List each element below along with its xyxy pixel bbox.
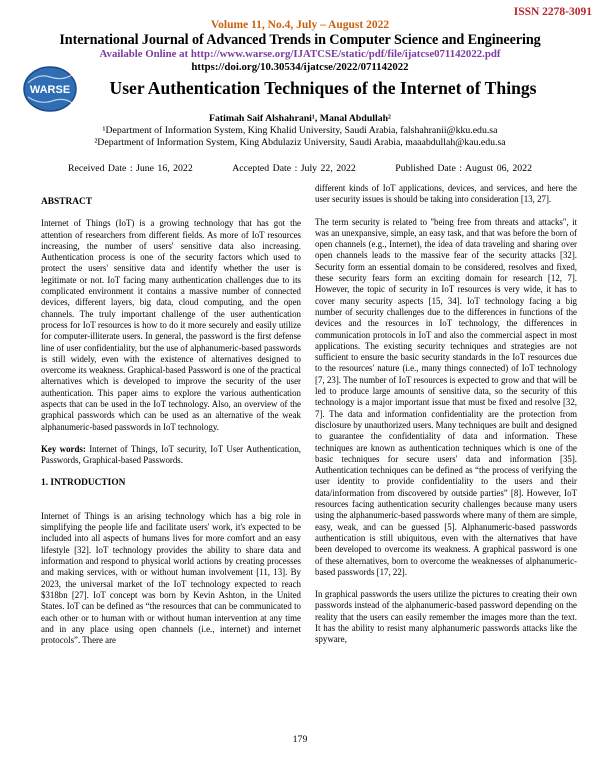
intro-paragraph-1: Internet of Things is an arising technology which has a big role in simplifying the people life and facilitate users' work, it's expected to be included into all aspects of humans lives for more comfort and an easy lifestyle [32]. IoT technology provides the ability to share data and information and respond to physical world actions by creating processes and making services, with or without human involvement [11, 13]. By 2023, the universal market of the IoT technology expected to reach $318bn [27]. IoT concept was born by Kevin Ashton, in the United States. IoT can be defined as “the resources that can be communicated to each other or to human with or without human intervention at any time and in any place using open channels (i.e., internet) and internet protocols”. There are	[41, 510, 301, 646]
keywords-label: Key words:	[41, 443, 86, 454]
journal-title: International Journal of Advanced Trends in Computer Science and Engineering	[59, 32, 541, 48]
available-link[interactable]: Available Online at http://www.warse.org/IJATCSE/static/pdf/file/ijatcse071142022.pdf	[99, 48, 501, 60]
received-date: Received Date : June 16, 2022	[68, 163, 193, 174]
abstract-heading: ABSTRACT	[41, 197, 93, 207]
intro-heading: 1. INTRODUCTION	[41, 477, 126, 488]
right-column	[315, 183, 577, 657]
affiliation-1: ¹Department of Information System, King Khalid University, Saudi Arabia, falshahranii@kku.edu.sa	[102, 125, 498, 136]
affiliation-2: ²Department of Information System, King Abdulaziz University, Saudi Arabia, maaabdullah@kau.edu.sa	[94, 137, 506, 148]
journal-header	[0, 19, 600, 74]
accepted-date: Accepted Date : July 22, 2022	[232, 163, 356, 174]
volume-line: Volume 11, No.4, July – August 2022	[210, 19, 390, 31]
right-paragraph-3: In graphical passwords the users utilize the pictures to creating their own passwords instead of the alphanumeric-based password depending on the reality that the users can easily remember the images more than the text. It has the ability to resist many alphanumeric passwords attacks like the spyware,	[315, 589, 577, 645]
issn-label: ISSN 2278-3091	[513, 6, 592, 18]
keywords-text: Internet of Things, IoT security, IoT User Authentication, Passwords, Graphical-based Passwords.	[41, 443, 301, 466]
abstract-text: Internet of Things (IoT) is a growing technology that has got the attention of researchers from different fields. As more of IoT resources increasing, the number of users' sensitive data also increasing. Authentication process is one of the security factors which used to protect the users' sensitive data and identify whether the user is legitimate or not. IoT facing many authentication challenges due to its complicated environment it contains a massive number of connected devices, different layers, big data, cloud computing, and the open channels. The truly important challenge of the user authentication process for IoT resources is how to do it more securely and easily utilize for computer-illiterate users. In general, the password is the first defense line of user confidentiality, but the use of alphanumeric-based passwords is still widely, even with the existence of alternatives designed to overcome its weakness. Graphical-based Password is one of the practical alternatives which is developed to improve the security of the user authentication. This paper aims to explore the various authentication aspects that can be used in the IoT technology. Also, an overview of the graphical passwords which can be used as an alternative of the weak alphanumeric-based passwords in IoT technology.	[41, 218, 301, 432]
left-column	[41, 197, 301, 657]
logo-text: WARSE	[29, 84, 71, 96]
right-paragraph-2: The term security is related to "being free from threats and attacks", it was an unexpansive, simple, an easy task, and that was before the born of open channels (e.g., Internet), the idea of data traveling and sharing over open channels leads to the massive fear of the security attacks [32]. Security form an essential domain to be considered, resolves and fixed, these security fears form an exciting domain for research [12, 7]. However, the topic of security in IoT resources is very wide, it has to cover many security aspects [15, 34]. IoT technology facing a big number of security challenges due to the differences in functions of the devices and the resources in IoT technology, the differences in communication protocols in IoT and also the commercial aspect in most applications. The existing security techniques and strategies are not sufficient to ensure the basic security standards in the IoT resources due to the resources' nature (i.e., many things connected) of IoT technology [7, 23]. The number of IoT resources is expected to grow and that will be led to produce large amounts of sensitive data, so the security of this technology is a major important issue that must be fixed and resolve [32, 7]. The data and information confidentiality are the protection from disclosure by unauthorized users. Many techniques are built and designed to guarantee the confidentiality of data and information. These techniques are known as authentication techniques which is one of the basic techniques for secure users' data and information [35]. Authentication techniques can be defined as “the process of verifying the user identity to provide confidentiality to the users and their data/information from discovered by outside parties” [8]. However, IoT resources facing authentication security challenges because many users using the alphanumeric-based passwords where many of them are simple, easy, weak, and can be guessed [5]. Alphanumeric-based passwords authentication is still ubiquitous, even with the alternatives that have been developed to overcome its weakness. A graphical password is one of these alternatives, born to overcome the weaknesses of alphanumeric-based passwords [17, 22].	[315, 216, 577, 577]
author-names: Fatimah Saif Alshahrani¹, Manal Abdullah²	[209, 113, 391, 124]
page-number: 179	[292, 734, 308, 745]
right-paragraph-1: different kinds of IoT applications, devices, and services, and here the user security issues is should be taking into consideration [13, 27].	[315, 183, 577, 205]
doi-link[interactable]: https://doi.org/10.30534/ijatcse/2022/071142022	[191, 61, 409, 73]
keywords	[41, 444, 301, 467]
paper-title: User Authentication Techniques of the Internet of Things	[109, 78, 537, 98]
author-block	[0, 113, 600, 149]
published-date: Published Date : August 06, 2022	[395, 163, 532, 174]
dates-line	[0, 163, 600, 174]
